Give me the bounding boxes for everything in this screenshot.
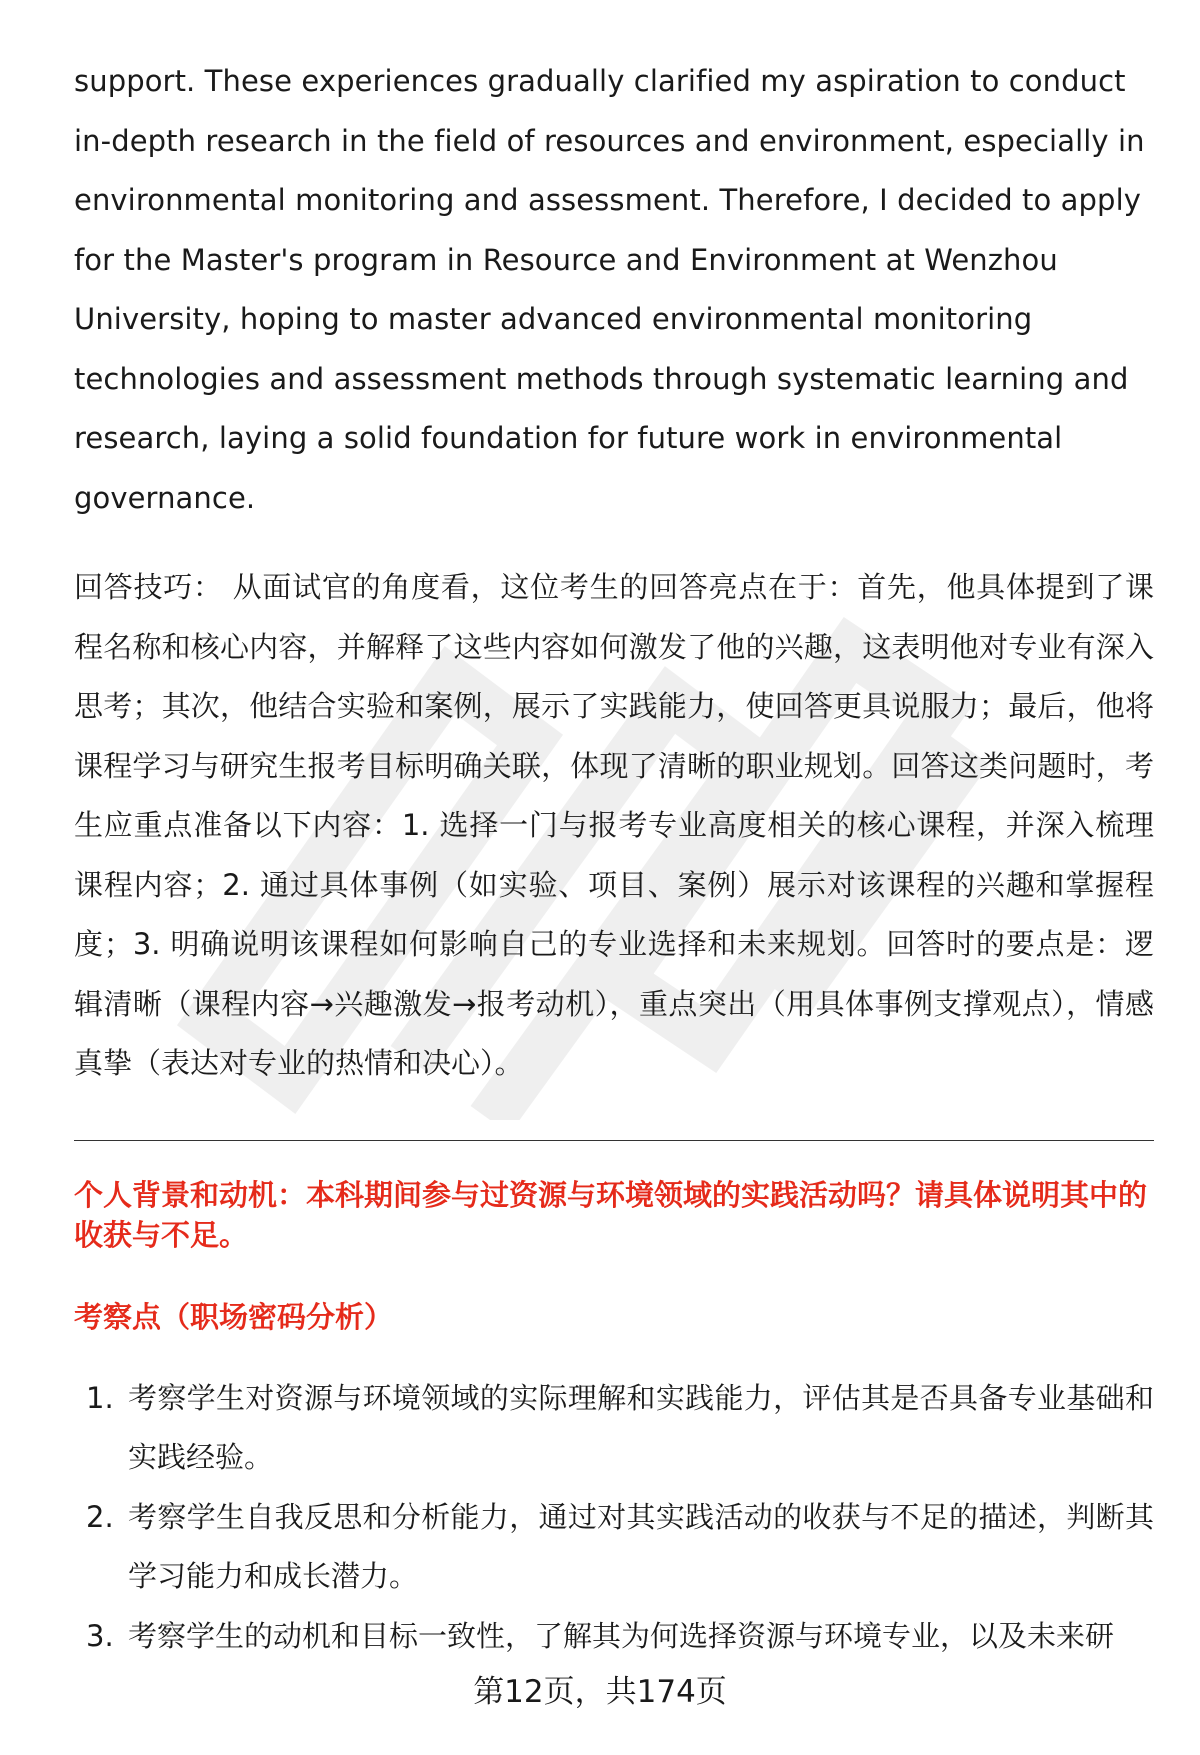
list-item xyxy=(74,1488,1154,1607)
assessment-points-list xyxy=(74,1369,1154,1667)
english-paragraph: support. These experiences gradually clarified my aspiration to conduct in-depth research in the field of resources and environment, especially in environmental monitoring and assessment. Therefore, I decided to apply for the Master's program in Resource and Environment at Wenzhou University, hoping to master advanced environmental monitoring technologies and assessment methods through systematic learning and research, laying a solid foundation for future work in environmental governance. xyxy=(74,64,1145,515)
list-item-text: 考察学生对资源与环境领域的实际理解和实践能力，评估其是否具备专业基础和实践经验。 xyxy=(128,1380,1154,1474)
list-item-number: 3. xyxy=(86,1618,114,1653)
page-content xyxy=(74,52,1154,1666)
list-item xyxy=(74,1369,1154,1488)
question-heading: 个人背景和动机：本科期间参与过资源与环境领域的实践活动吗？请具体说明其中的收获与不足。 xyxy=(74,1177,1148,1252)
page-number-footer: 第12页，共174页 xyxy=(473,1674,727,1710)
list-item-text: 考察学生的动机和目标一致性，了解其为何选择资源与环境专业，以及未来研 xyxy=(128,1618,1115,1653)
answer-tips-paragraph: 回答技巧： 从面试官的角度看，这位考生的回答亮点在于：首先，他具体提到了课程名称和核心内容，并解释了这些内容如何激发了他的兴趣，这表明他对专业有深入思考；其次，他结合实验和案例，展示了实践能力，使回答更具说服力；最后，他将课程学习与研究生报考目标明确关联，体现了清晰的职业规划。回答这类问题时，考生应重点准备以下内容：1. 选择一门与报考专业高度相关的核心课程，并深入梳理课程内容；2. 通过具体事例（如实验、项目、案例）展示对该课程的兴趣和掌握程度；3. 明确说明该课程如何影响自己的专业选择和未来规划。回答时的要点是：逻辑清晰（课程内容→兴趣激发→报考动机），重点突出（用具体事例支撑观点），情感真挚（表达对专业的热情和决心）。 xyxy=(74,570,1154,1080)
list-item-number: 2. xyxy=(86,1499,114,1534)
list-item-text: 考察学生自我反思和分析能力，通过对其实践活动的收获与不足的描述，判断其学习能力和成长潜力。 xyxy=(128,1499,1154,1593)
list-item xyxy=(74,1607,1154,1667)
section-divider xyxy=(74,1140,1154,1141)
list-item-number: 1. xyxy=(86,1380,114,1415)
assessment-points-title: 考察点（职场密码分析） xyxy=(74,1299,394,1334)
